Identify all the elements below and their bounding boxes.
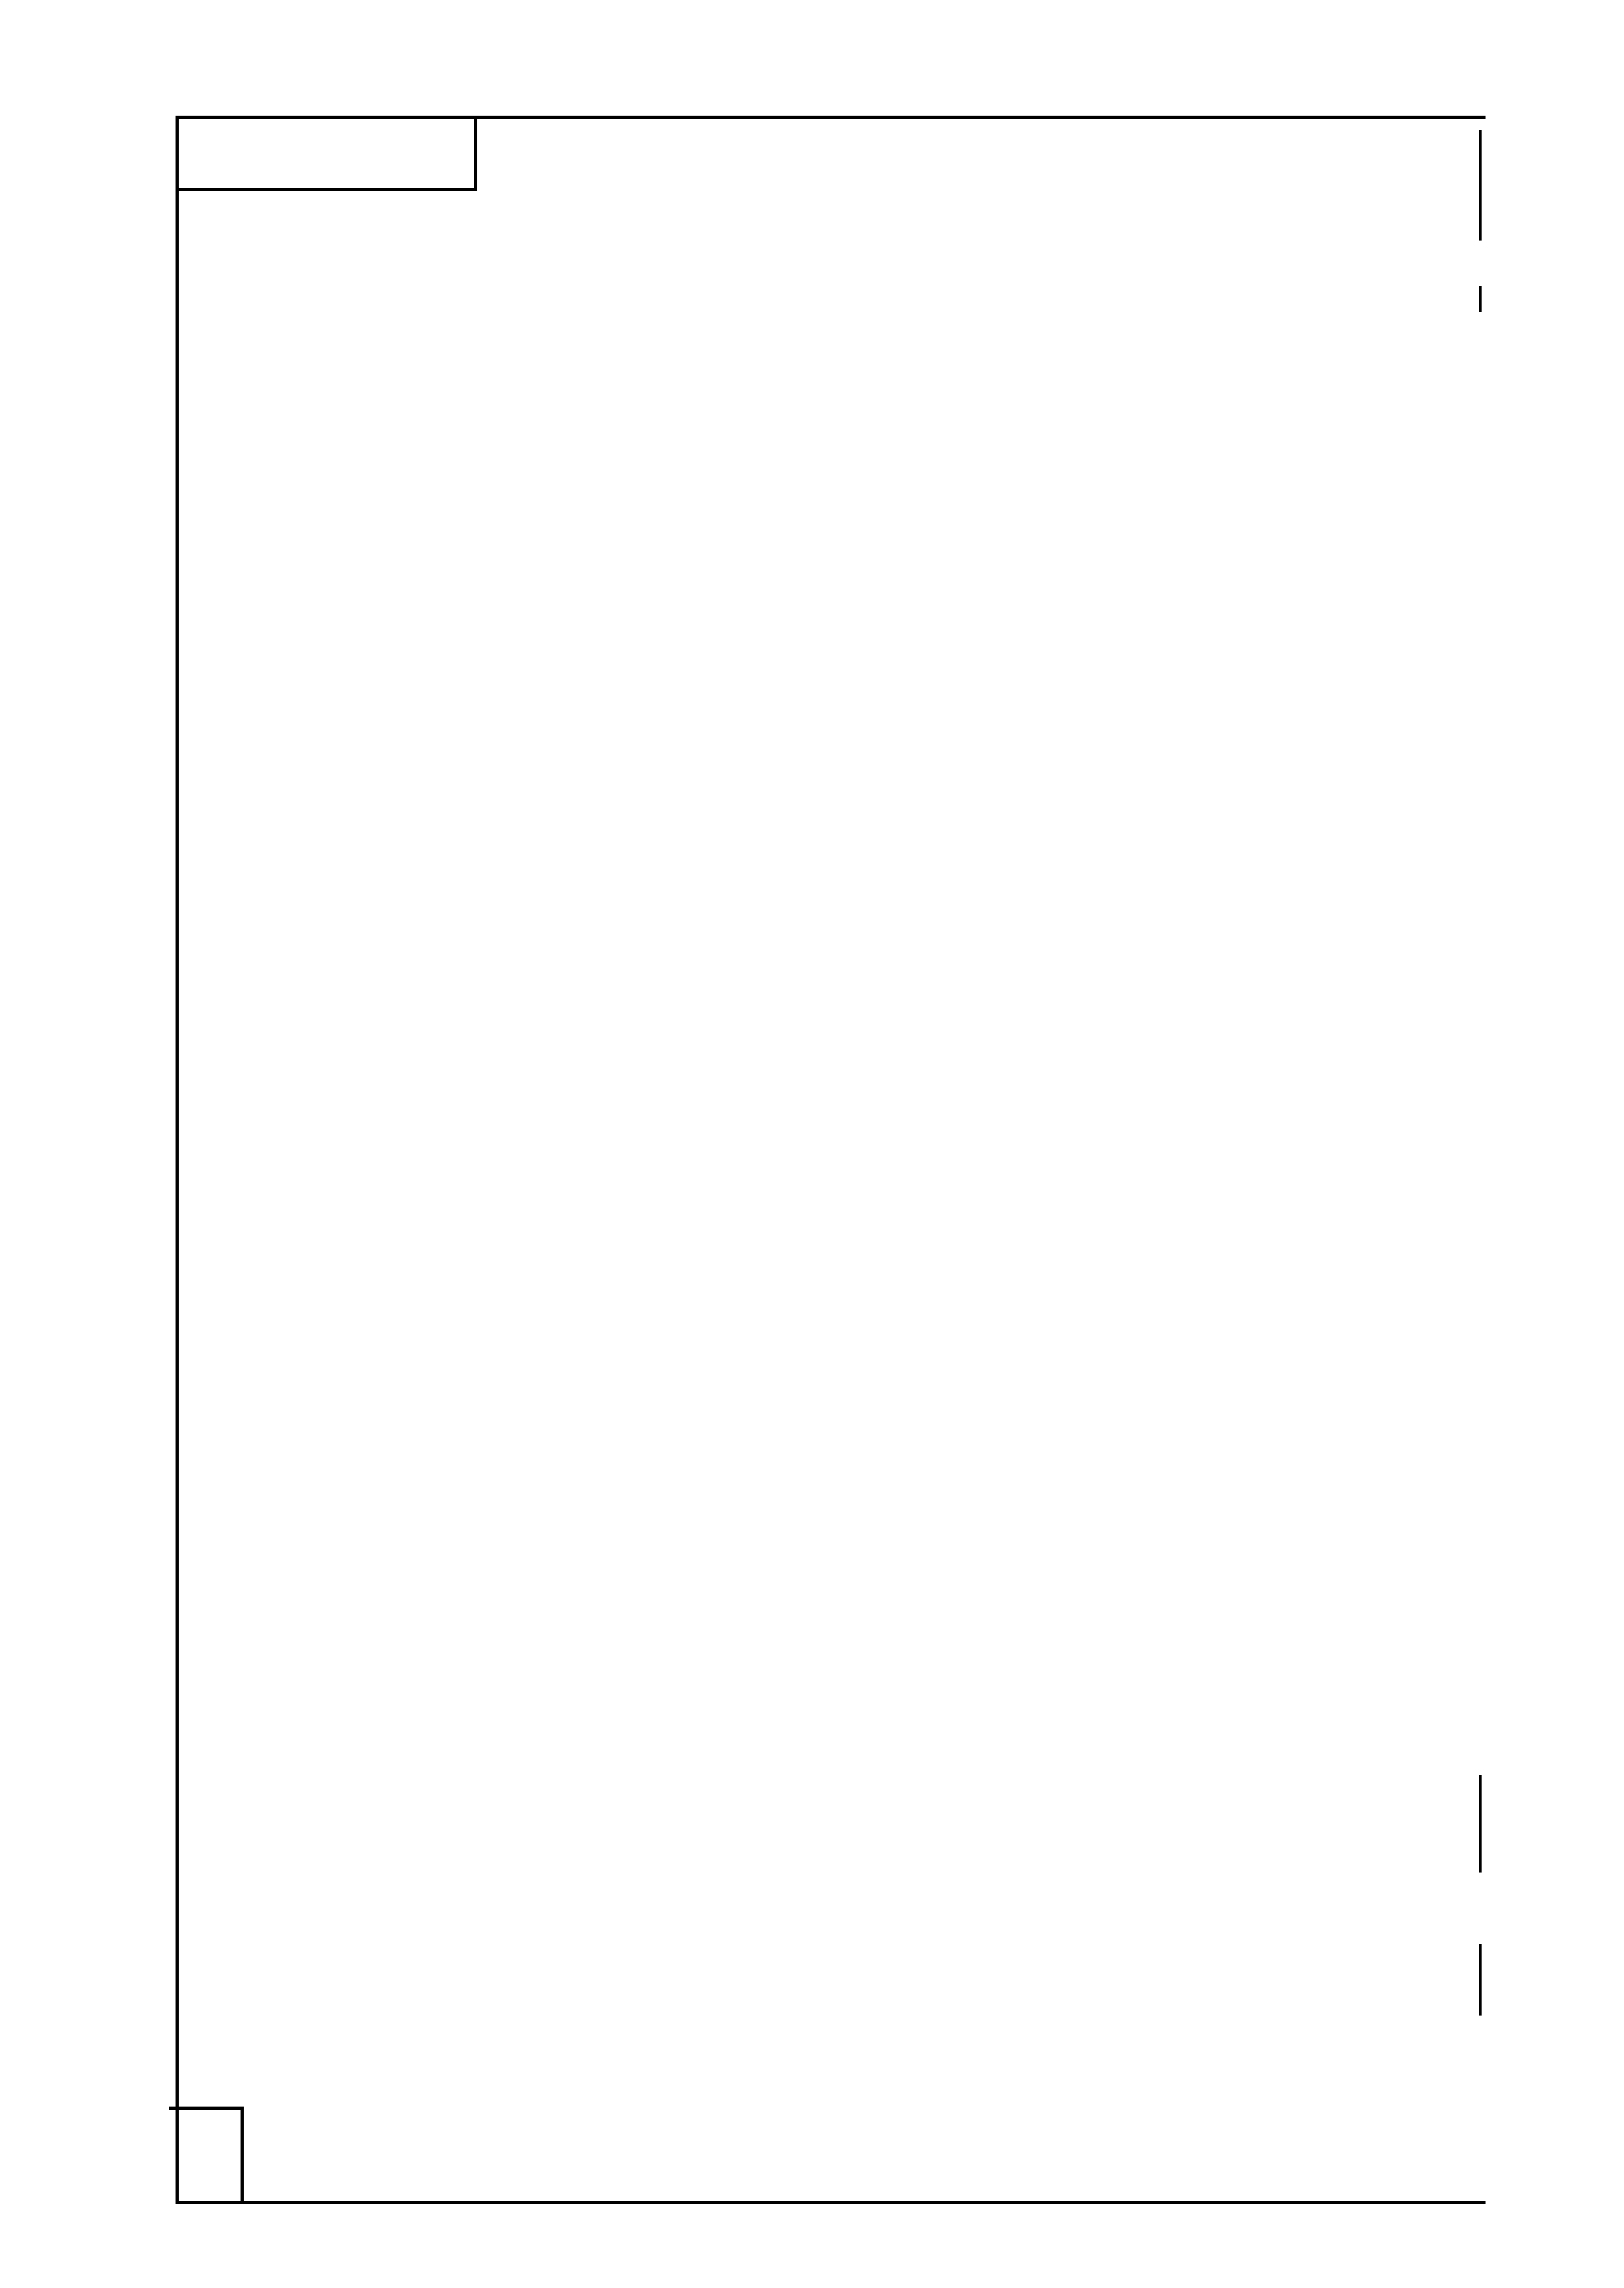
notes-block: [195, 1690, 1430, 1737]
edge-mark: [1479, 130, 1482, 241]
edge-mark: [1479, 1944, 1482, 2016]
page-number: [169, 2107, 244, 2201]
edge-mark: [1479, 286, 1482, 312]
edge-mark: [1479, 1775, 1482, 1873]
